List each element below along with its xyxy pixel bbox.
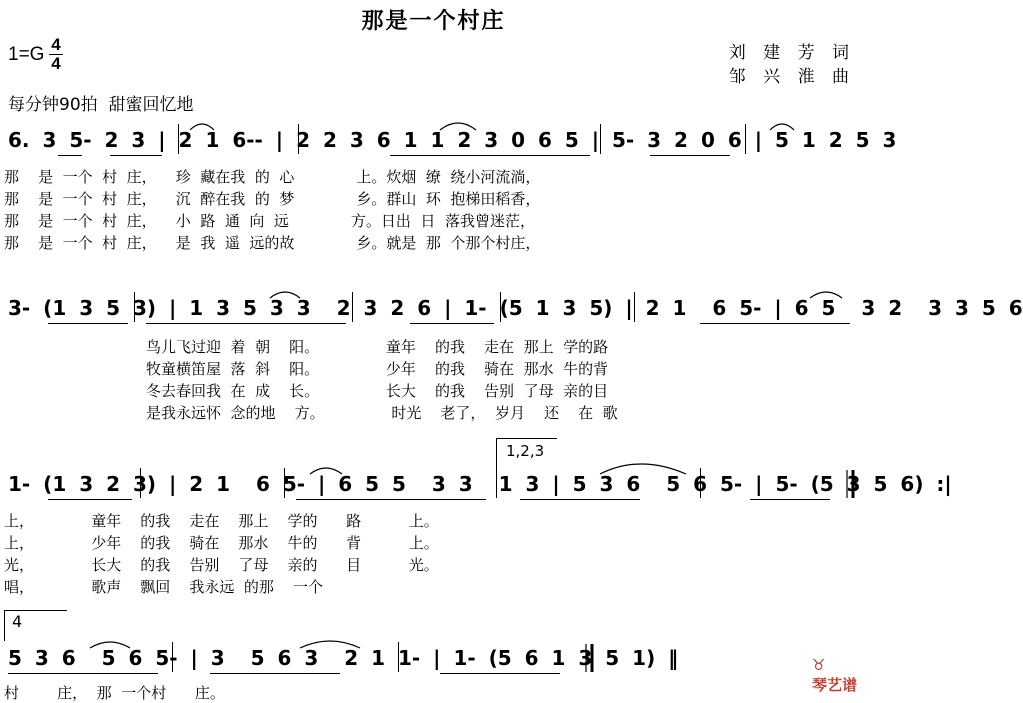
page-title: 那是一个村庄 bbox=[361, 9, 506, 34]
time-signature-bottom: 4 bbox=[51, 54, 61, 73]
lyricist-credit: 刘 建 芳 词 bbox=[728, 43, 855, 63]
watermark-text: 琴艺谱 bbox=[811, 676, 857, 694]
volta-label-2: 4 bbox=[12, 612, 23, 631]
notation-line-4: 5 3 6 5 6 5- | 3 5 6 3 2 1 1- | 1- (5 6 1 3 5 1) ‖ bbox=[8, 646, 679, 670]
notation-line-2: 3- (1 3 5 3) | 1 3 5 3 3 2 3 2 6 | 1- (5 1 3 5) | 2 1 6 5- | 6 5 3 2 3 3 5 6 bbox=[8, 296, 1023, 320]
lyric-line-2-2: 牧童横笛屋 落 斜 阳。 少年 的我 骑在 那水 牛的背 bbox=[146, 360, 609, 378]
lyric-line-1-4: 那 是 一个 村 庄， 是 我 遥 远的故 乡。就是 那 个那个村庄， bbox=[4, 234, 541, 252]
volta-label-1: 1,2,3 bbox=[506, 442, 545, 460]
lyric-line-3-4: 唱， 歌声 飘回 我永远 的那 一个 bbox=[4, 578, 323, 596]
watermark-icon: ♉ bbox=[811, 656, 826, 674]
composer-credit: 邹 兴 淮 曲 bbox=[728, 67, 855, 87]
lyric-line-1-2: 那 是 一个 村 庄， 沉 醉在我 的 梦 乡。群山 环 抱梯田稻香， bbox=[4, 190, 541, 208]
lyric-line-4-1: 村 庄， 那 一个村 庄。 bbox=[4, 684, 225, 702]
lyric-line-1-3: 那 是 一个 村 庄， 小 路 通 向 远 方。日出 日 落我曾迷茫， bbox=[4, 212, 535, 230]
lyric-line-1-1: 那 是 一个 村 庄， 珍 藏在我 的 心 上。炊烟 缭 绕小河流淌， bbox=[4, 168, 541, 186]
key-signature: 1=G bbox=[8, 44, 45, 65]
tempo-marking: 每分钟90拍 甜蜜回忆地 bbox=[8, 95, 194, 115]
lyric-line-2-3: 冬去春回我 在 成 长。 长大 的我 告别 了母 亲的目 bbox=[146, 382, 609, 400]
lyric-line-2-1: 鸟儿飞过迎 着 朝 阳。 童年 的我 走在 那上 学的路 bbox=[146, 338, 609, 356]
lyric-line-2-4: 是我永远怀 念的地 方。 时光 老了， 岁月 还 在 歌 bbox=[146, 404, 618, 422]
site-watermark bbox=[802, 638, 857, 695]
lyric-line-3-3: 光， 长大 的我 告别 了母 亲的 目 光。 bbox=[4, 556, 439, 574]
notation-line-1: 6. 3 5- 2 3 | 2 1 6-- | 2 2 3 6 1 1 2 3 0 6 5 | 5- 3 2 0 6 | 5 1 2 5 3 bbox=[8, 128, 897, 152]
time-signature-top: 4 bbox=[51, 35, 61, 54]
lyric-line-3-1: 上， 童年 的我 走在 那上 学的 路 上。 bbox=[4, 512, 439, 530]
notation-line-3: 1- (1 3 2 3) | 2 1 6 5- | 6 5 5 3 3 1 3 | 5 3 6 5 6 5- | 5- (5 3 5 6) :| bbox=[8, 472, 952, 496]
lyric-line-3-2: 上， 少年 的我 骑在 那水 牛的 背 上。 bbox=[4, 534, 439, 552]
